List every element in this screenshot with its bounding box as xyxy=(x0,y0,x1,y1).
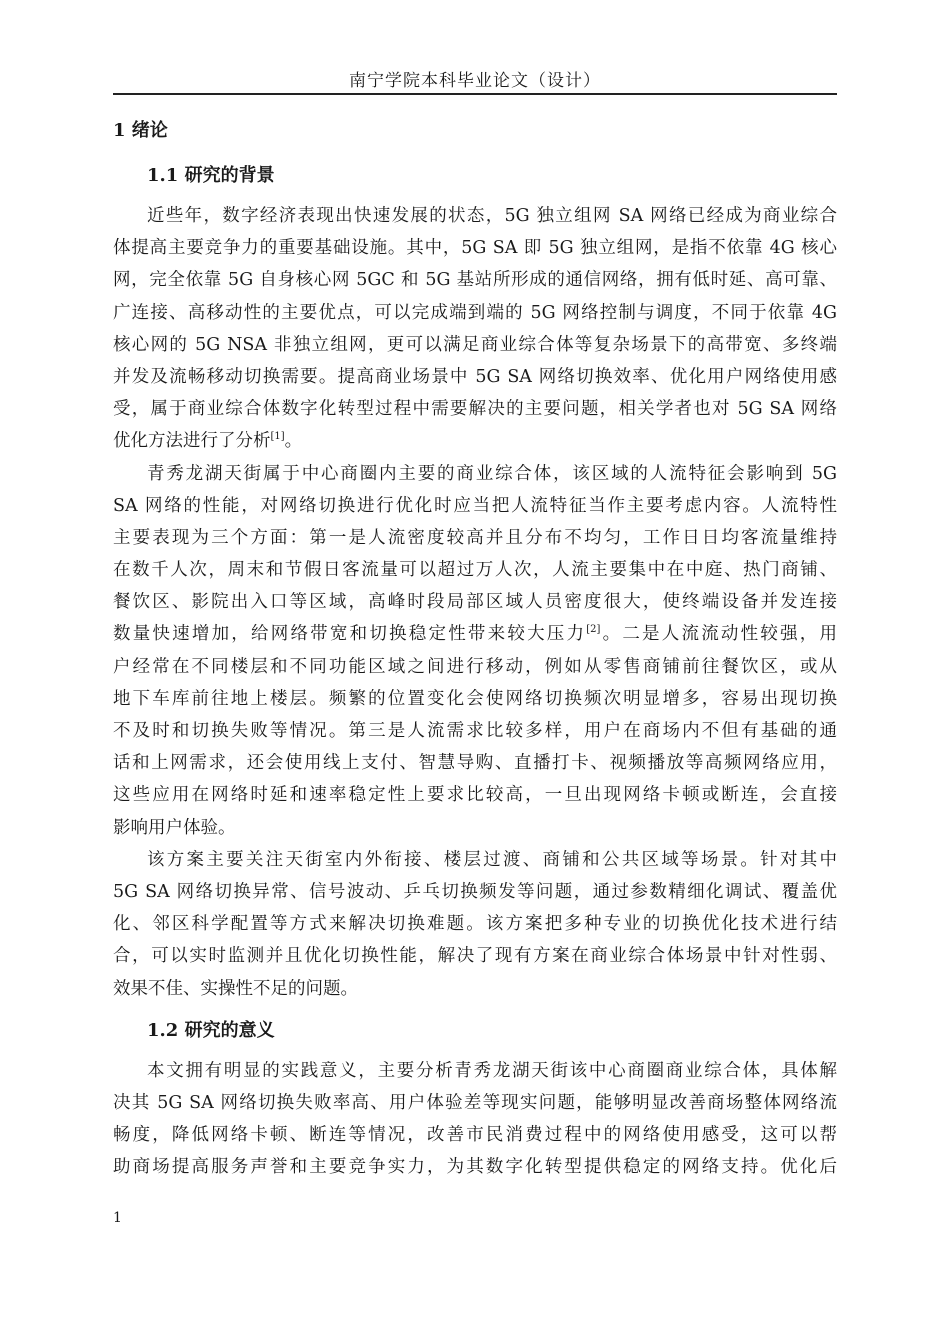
citation-ref[interactable]: [1] xyxy=(270,431,285,443)
text-span: 数量快速增加，给网络带宽和切换稳定性带来较大压力 xyxy=(113,624,587,645)
text-line: SA 网络的性能，对网络切换进行优化时应当把人流特征当作主要考虑内容。人流特性 xyxy=(113,495,837,516)
paragraph-background-2 xyxy=(113,458,837,844)
text-line: 影响用户体验。 xyxy=(113,817,236,838)
section-heading-1-2: 1.2 研究的意义 xyxy=(147,1019,275,1041)
page-header-title: 南宁学院本科毕业论文（设计） xyxy=(349,71,601,91)
document-body xyxy=(113,117,837,1183)
text-span: 。二是人流流动性较强，用 xyxy=(600,624,837,645)
text-span: 。 xyxy=(284,431,303,452)
text-line: 核心网的 5G NSA 非独立组网，更可以满足商业综合体等复杂场景下的高带宽、多终端 xyxy=(113,334,837,355)
text-line: 决其 5G SA 网络切换失败率高、用户体验差等现实问题，能够明显改善商场整体网络流 xyxy=(113,1092,837,1113)
paragraph-background-1 xyxy=(113,200,837,458)
text-line: 5G SA 网络切换异常、信号波动、乒乓切换频发等问题，通过参数精细化调试、覆盖优 xyxy=(113,881,837,902)
text-line xyxy=(113,618,837,650)
text-line: 本文拥有明显的实践意义，主要分析青秀龙湖天街该中心商圈商业综合体，具体解 xyxy=(147,1060,837,1081)
text-line: 近些年，数字经济表现出快速发展的状态，5G 独立组网 SA 网络已经成为商业综合 xyxy=(147,206,837,226)
text-line xyxy=(113,425,837,457)
header-rule xyxy=(113,93,837,95)
text-line: 受，属于商业综合体数字化转型过程中需要解决的主要问题，相关学者也对 5G SA 网络 xyxy=(113,399,837,420)
text-line: 地下车库前往地上楼层。频繁的位置变化会使网络切换频次明显增多，容易出现切换 xyxy=(113,688,837,709)
text-line: 户经常在不同楼层和不同功能区域之间进行移动，例如从零售商铺前往餐饮区，或从 xyxy=(113,656,837,677)
paragraph-background-3 xyxy=(113,844,837,1005)
section-heading-1: 1 绪论 xyxy=(113,120,168,141)
text-line: 助商场提高服务声誉和主要竞争实力，为其数字化转型提供稳定的网络支持。优化后 xyxy=(113,1157,837,1178)
text-line: 该方案主要关注天街室内外衔接、楼层过渡、商铺和公共区域等场景。针对其中 xyxy=(147,849,837,870)
text-line: 这些应用在网络时延和速率稳定性上要求比较高，一旦出现网络卡顿或断连，会直接 xyxy=(113,785,837,806)
text-line: 不及时和切换失败等情况。第三是人流需求比较多样，用户在商场内不但有基础的通 xyxy=(113,721,837,741)
text-line: 青秀龙湖天街属于中心商圈内主要的商业综合体，该区域的人流特征会影响到 5G xyxy=(147,463,837,484)
text-line: 并发及流畅移动切换需要。提高商业场景中 5G SA 网络切换效率、优化用户网络使用感 xyxy=(113,366,837,387)
text-line: 化、邻区科学配置等方式来解决切换难题。该方案把多种专业的切换优化技术进行结 xyxy=(113,914,837,935)
text-line: 广连接、高移动性的主要优点，可以完成端到端的 5G 网络控制与调度，不同于依靠 4G xyxy=(113,302,837,323)
section-heading-1-1: 1.1 研究的背景 xyxy=(147,165,275,186)
text-line: 话和上网需求，还会使用线上支付、智慧导购、直播打卡、视频播放等高频网络应用， xyxy=(113,753,837,774)
text-line: 主要表现为三个方面：第一是人流密度较高并且分布不均匀，工作日日均客流量维持 xyxy=(113,527,837,548)
text-span: 优化方法进行了分析 xyxy=(113,431,271,452)
paragraph-significance-1 xyxy=(113,1055,837,1184)
text-line: 效果不佳、实操性不足的问题。 xyxy=(113,978,358,999)
citation-ref[interactable]: [2] xyxy=(586,624,601,636)
text-line: 体提高主要竞争力的重要基础设施。其中，5G SA 即 5G 独立组网，是指不依靠 4G 核心 xyxy=(113,238,837,259)
text-line: 网，完全依靠 5G 自身核心网 5GC 和 5G 基站所形成的通信网络，拥有低时延、高可靠、 xyxy=(113,270,837,291)
text-line: 畅度，降低网络卡顿、断连等情况，改善市民消费过程中的网络使用感受，这可以帮 xyxy=(113,1125,837,1146)
text-line: 在数千人次，周末和节假日客流量可以超过万人次，人流主要集中在中庭、热门商铺、 xyxy=(113,560,837,581)
text-line: 合，可以实时监测并且优化切换性能，解决了现有方案在商业综合体场景中针对性弱、 xyxy=(113,946,837,967)
page-number: 1 xyxy=(113,1210,122,1226)
text-line: 餐饮区、影院出入口等区域，高峰时段局部区域人员密度很大，使终端设备并发连接 xyxy=(113,592,837,613)
